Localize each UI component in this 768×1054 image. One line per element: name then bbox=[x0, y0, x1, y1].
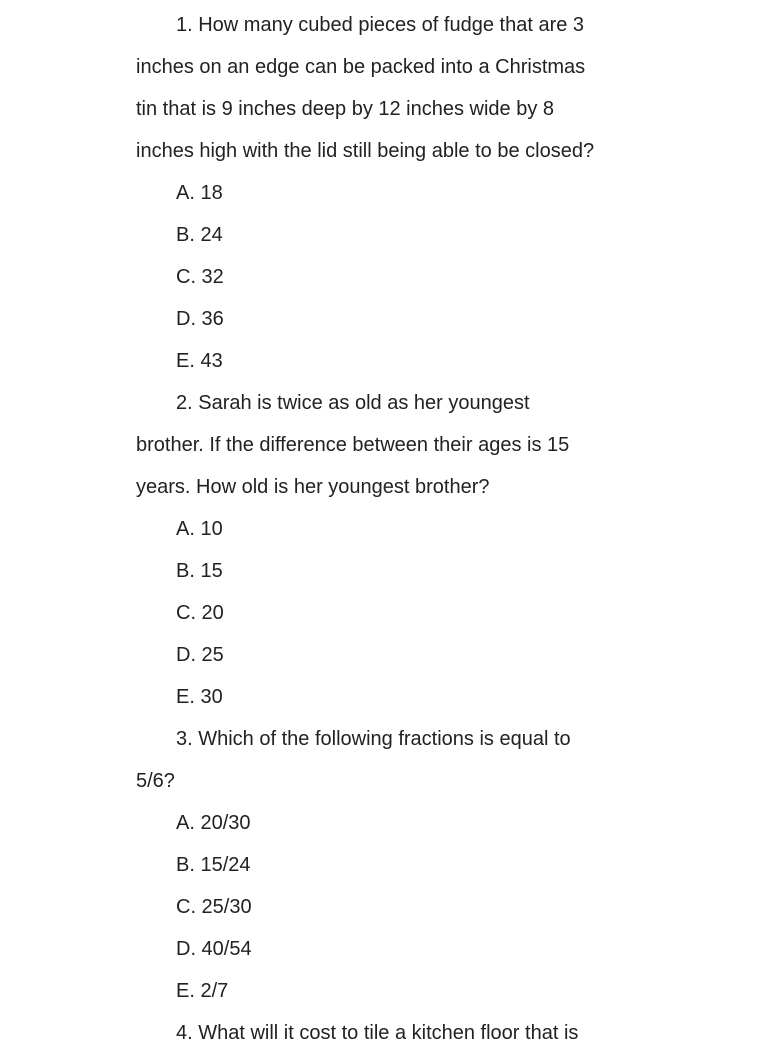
question-1-option-d: D. 36 bbox=[176, 308, 224, 330]
question-2-line-1: 2. Sarah is twice as old as her youngest bbox=[176, 392, 530, 414]
question-3-line-2: 5/6? bbox=[136, 770, 175, 792]
question-2-option-b: B. 15 bbox=[176, 560, 223, 582]
question-1-line-2: inches on an edge can be packed into a Christmas bbox=[136, 56, 586, 78]
question-3-line-1: 3. Which of the following fractions is equal to bbox=[176, 728, 571, 750]
question-3-option-c: C. 25/30 bbox=[176, 896, 252, 918]
question-3-option-b: B. 15/24 bbox=[176, 854, 251, 876]
question-1-option-e: E. 43 bbox=[176, 350, 223, 372]
question-1-option-c: C. 32 bbox=[176, 266, 224, 288]
question-2-line-2: brother. If the difference between their ages is 15 bbox=[136, 434, 570, 456]
question-2-option-e: E. 30 bbox=[176, 686, 223, 708]
question-4-cut-off-text: 4. What will it cost to tile a kitchen floor that is bbox=[176, 1022, 579, 1044]
question-2-option-c: C. 20 bbox=[176, 602, 224, 624]
question-2-option-d: D. 25 bbox=[176, 644, 224, 666]
question-3-option-e: E. 2/7 bbox=[176, 980, 229, 1002]
question-1-line-4: inches high with the lid still being able to be closed? bbox=[136, 140, 595, 162]
question-1-option-a: A. 18 bbox=[176, 182, 223, 204]
question-3-option-a: A. 20/30 bbox=[176, 812, 251, 834]
question-3-option-d: D. 40/54 bbox=[176, 938, 252, 960]
question-1-line-3: tin that is 9 inches deep by 12 inches wide by 8 bbox=[136, 98, 555, 120]
question-1-line-1: 1. How many cubed pieces of fudge that are 3 bbox=[176, 14, 585, 36]
question-1-option-b: B. 24 bbox=[176, 224, 223, 246]
question-4-cut-off-line bbox=[176, 1010, 616, 1044]
question-2-line-3: years. How old is her youngest brother? bbox=[136, 476, 490, 498]
question-2-option-a: A. 10 bbox=[176, 518, 223, 540]
